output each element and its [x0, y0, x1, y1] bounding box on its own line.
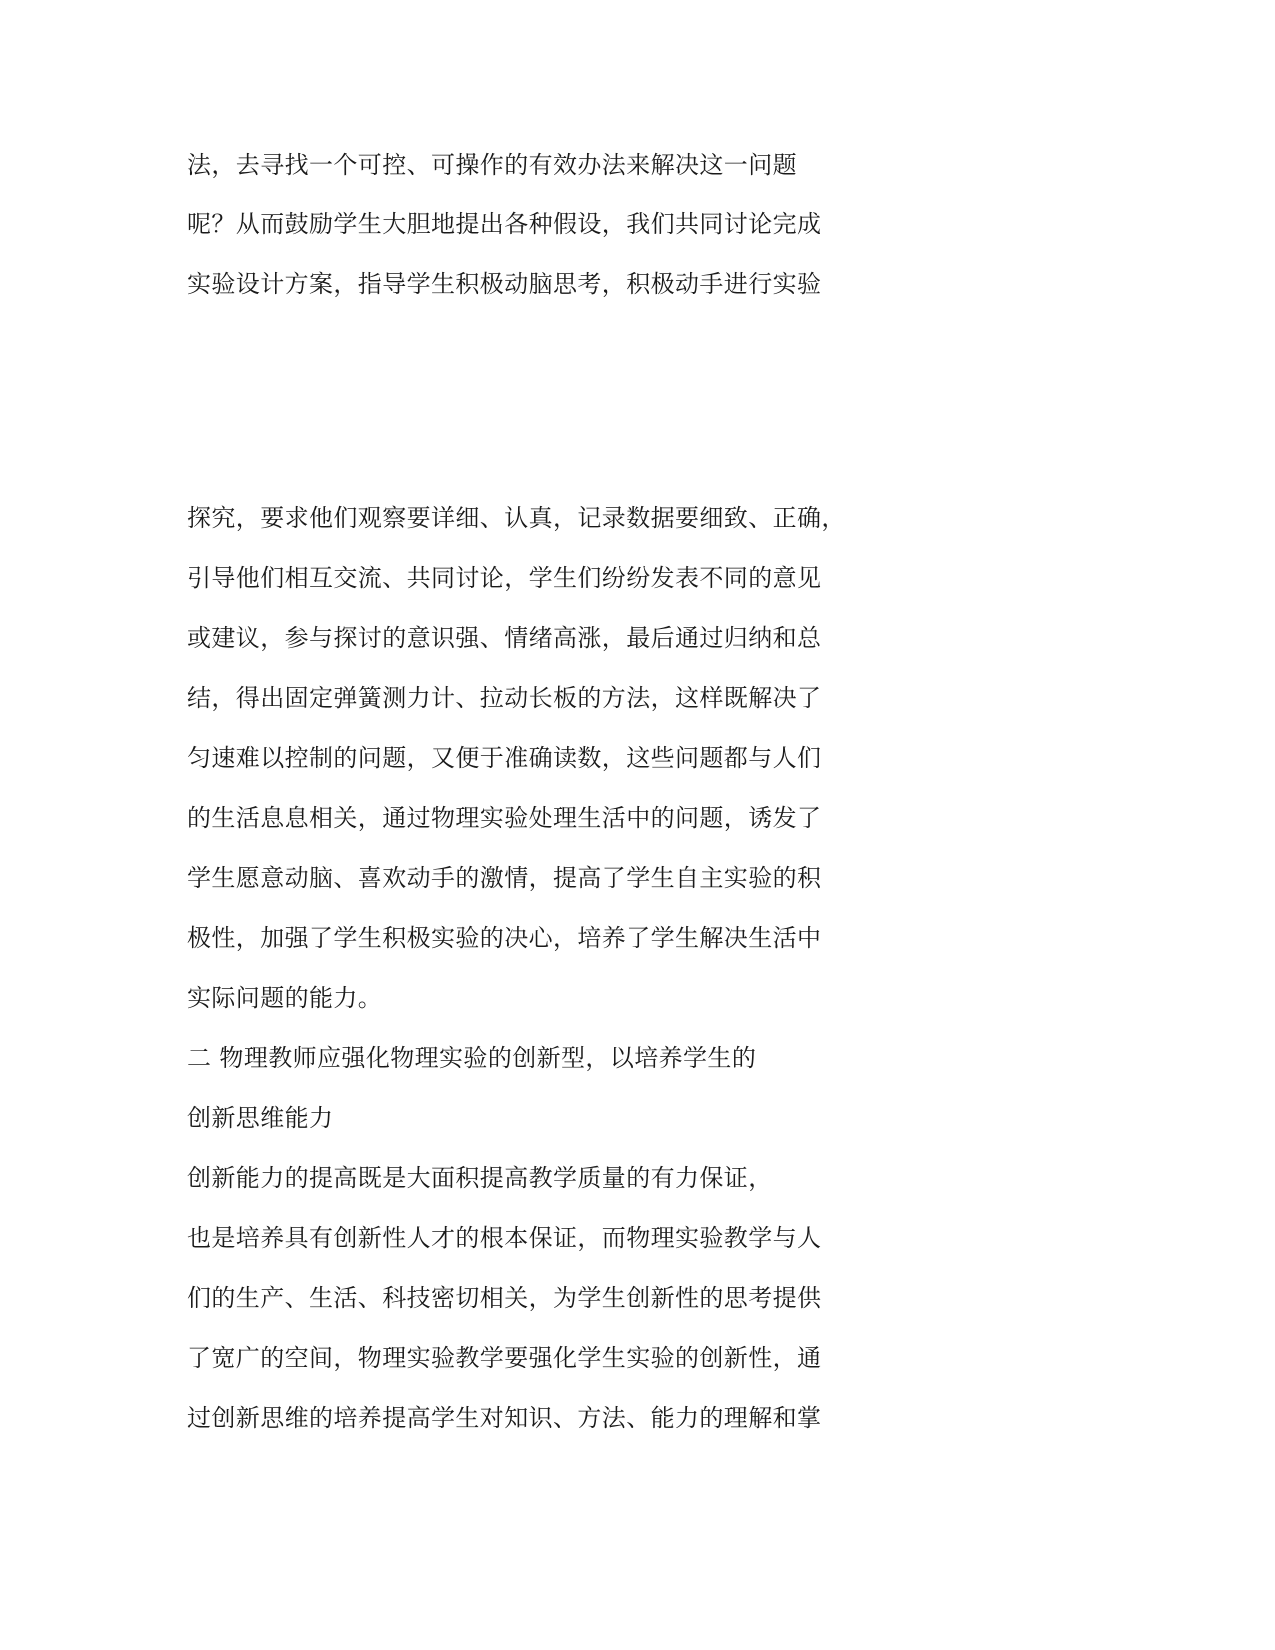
- body-text-line: 结，得出固定弹簧测力计、拉动长板的方法，这样既解决了: [187, 684, 822, 712]
- body-text-line: 的生活息息相关，通过物理实验处理生活中的问题，诱发了: [187, 804, 822, 832]
- body-text-line: 探究，要求他们观察要详细、认真，记录数据要细致、正确，: [187, 504, 846, 532]
- body-text-line: 法，去寻找一个可控、可操作的有效办法来解决这一问题: [187, 151, 797, 179]
- body-text-line: 实验设计方案，指导学生积极动脑思考，积极动手进行实验: [187, 270, 822, 298]
- body-text-line: 极性，加强了学生积极实验的决心，培养了学生解决生活中: [187, 924, 822, 952]
- body-text-line: 了宽广的空间，物理实验教学要强化学生实验的创新性，通: [187, 1344, 822, 1372]
- body-text-line: 也是培养具有创新性人才的根本保证，而物理实验教学与人: [187, 1224, 822, 1252]
- body-text-line: 学生愿意动脑、喜欢动手的激情，提高了学生自主实验的积: [187, 864, 822, 892]
- body-text-line: 过创新思维的培养提高学生对知识、方法、能力的理解和掌: [187, 1404, 822, 1432]
- section-heading-line: 创新思维能力: [187, 1104, 334, 1132]
- body-text-line: 匀速难以控制的问题，又便于准确读数，这些问题都与人们: [187, 744, 822, 772]
- body-text-line: 实际问题的能力。: [187, 984, 383, 1012]
- body-text-line: 引导他们相互交流、共同讨论，学生们纷纷发表不同的意见: [187, 564, 822, 592]
- body-text-line: 创新能力的提高既是大面积提高教学质量的有力保证，: [187, 1164, 773, 1192]
- body-text-line: 或建议，参与探讨的意识强、情绪高涨，最后通过归纳和总: [187, 624, 822, 652]
- section-heading-line: 二 物理教师应强化物理实验的创新型，以培养学生的: [187, 1044, 757, 1072]
- body-text-line: 呢？从而鼓励学生大胆地提出各种假设，我们共同讨论完成: [187, 210, 822, 238]
- body-text-line: 们的生产、生活、科技密切相关，为学生创新性的思考提供: [187, 1284, 822, 1312]
